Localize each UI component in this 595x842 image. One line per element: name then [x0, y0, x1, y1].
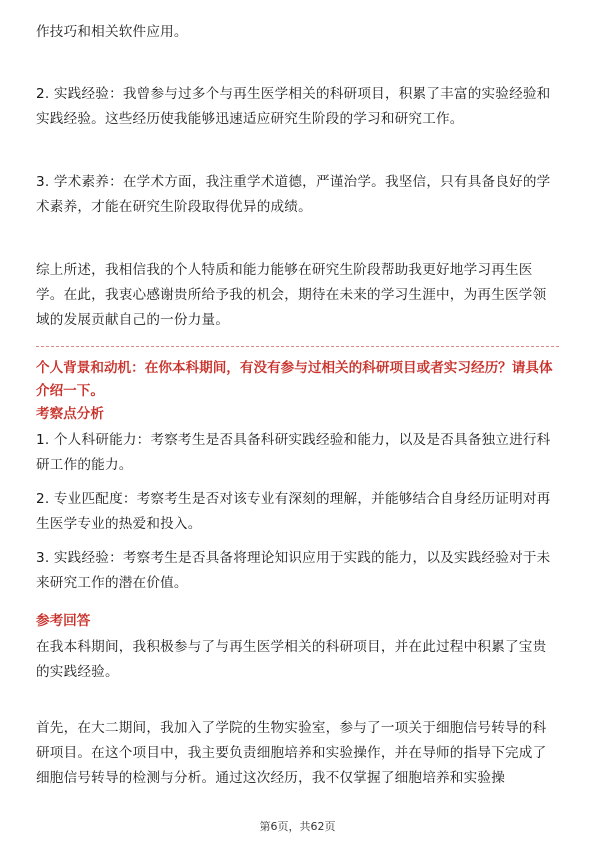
answer-paragraph: 在我本科期间，我积极参与了与再生医学相关的科研项目，并在此过程中积累了宝贵的实践经验。: [36, 639, 547, 680]
paragraph-conclusion: 综上所述，我相信我的个人特质和能力能够在研究生阶段帮助我更好地学习再生医学。在此，我衷心感谢贵所给予我的机会，期待在未来的学习生涯中，为再生医学领域的发展贡献自己的一份力量。: [36, 262, 547, 328]
analysis-item: 3. 实践经验：考察考生是否具备将理论知识应用于实践的能力，以及实践经验对于未来研究工作的潜在价值。: [36, 550, 551, 591]
paragraph-continued: 作技巧和相关软件应用。: [36, 24, 188, 40]
analysis-item: 1. 个人科研能力：考察考生是否具备科研实践经验和能力，以及是否具备独立进行科研工作的能力。: [36, 432, 551, 473]
paragraph-academic-literacy: 3. 学术素养：在学术方面，我注重学术道德，严谨治学。我坚信，只有具备良好的学术素养，才能在研究生阶段取得优异的成绩。: [36, 174, 551, 215]
section-divider: [36, 346, 559, 347]
analysis-heading: 考察点分析: [36, 406, 104, 422]
analysis-item: 2. 专业匹配度：考察考生是否对该专业有深刻的理解，并能够结合自身经历证明对再生医学专业的热爱和投入。: [36, 491, 551, 532]
paragraph-practical-experience: 2. 实践经验：我曾参与过多个与再生医学相关的科研项目，积累了丰富的实验经验和实践经验。这些经历使我能够迅速适应研究生阶段的学习和研究工作。: [36, 86, 551, 127]
question-title: 个人背景和动机：在你本科期间，有没有参与过相关的科研项目或者实习经历？请具体介绍一下。: [36, 360, 553, 399]
answer-heading: 参考回答: [36, 613, 91, 629]
page-number-footer: 第6页，共62页: [259, 820, 336, 833]
answer-paragraph: 首先，在大二期间，我加入了学院的生物实验室，参与了一项关于细胞信号转导的科研项目。在这个项目中，我主要负责细胞培养和实验操作，并在导师的指导下完成了细胞信号转导的检测与分析。通过这次经历，我不仅掌握了细胞培养和实验操: [36, 720, 547, 786]
